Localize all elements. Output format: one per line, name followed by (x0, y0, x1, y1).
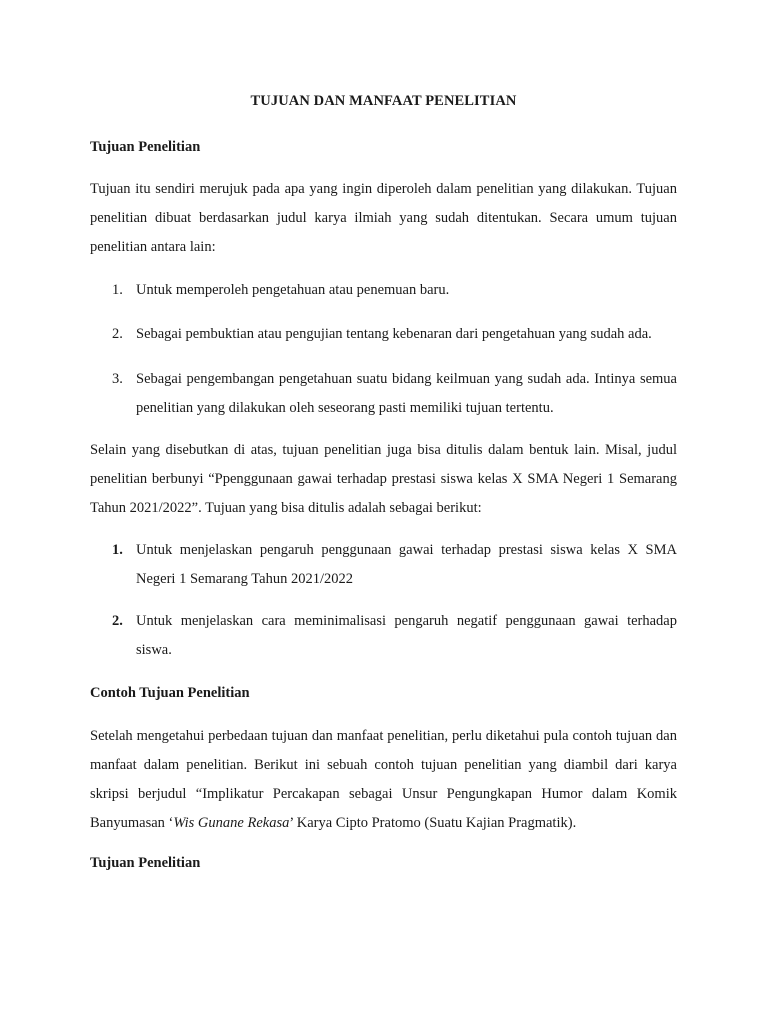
section-heading-tujuan: Tujuan Penelitian (90, 139, 201, 155)
contoh-paragraph (90, 722, 677, 838)
comic-title: Wis Gunane Rekasa (173, 815, 290, 831)
intro-paragraph: Tujuan itu sendiri merujuk pada apa yang ingin diperoleh dalam penelitian yang dilakukan. Tujuan penelitian dibuat berdasarkan judul karya ilmiah yang sudah ditentukan. Secara umum tujuan penelitian antara lain: (90, 181, 677, 255)
list-text: Untuk memperoleh pengetahuan atau penemuan baru. (136, 282, 450, 298)
list-text: Sebagai pengembangan pengetahuan suatu bidang keilmuan yang sudah ada. Intinya semua penelitian yang dilakukan oleh seseorang pasti memiliki tujuan tertentu. (136, 371, 677, 416)
contoh-text-before: Setelah mengetahui perbedaan tujuan dan manfaat penelitian, perlu diketahui pula contoh tujuan dan manfaat dalam penelitian. Berikut ini sebuah contoh tujuan penelitian yang diambil dari karya skripsi berjudul “Implikatur Percakapan sebagai Unsur Pengungkapan Humor dalam Komik Banyumasan ‘ (90, 728, 677, 831)
list-number: 2. (112, 613, 123, 629)
section-heading-tujuan-2: Tujuan Penelitian (90, 855, 201, 871)
list-number: 3. (112, 371, 123, 387)
contoh-text-after: ’ Karya Cipto Pratomo (Suatu Kajian Pragmatik). (289, 815, 577, 831)
document-title: TUJUAN DAN MANFAAT PENELITIAN (250, 93, 517, 109)
list-number: 1. (112, 282, 123, 298)
list-number: 2. (112, 326, 123, 342)
list-text: Untuk menjelaskan cara meminimalisasi pengaruh negatif penggunaan gawai terhadap siswa. (136, 613, 677, 658)
list-text: Untuk menjelaskan pengaruh penggunaan gawai terhadap prestasi siswa kelas X SMA Negeri 1 Semarang Tahun 2021/2022 (136, 542, 677, 587)
example-paragraph: Selain yang disebutkan di atas, tujuan penelitian juga bisa ditulis dalam bentuk lain. Misal, judul penelitian berbunyi “Ppenggunaan gawai terhadap prestasi siswa kelas X SMA Negeri 1 Semarang Tahun 2021/2022”. Tujuan yang bisa ditulis adalah sebagai berikut: (90, 442, 677, 516)
list-number: 1. (112, 542, 123, 558)
section-heading-contoh: Contoh Tujuan Penelitian (90, 685, 250, 701)
list-text: Sebagai pembuktian atau pengujian tentang kebenaran dari pengetahuan yang sudah ada. (136, 326, 652, 342)
